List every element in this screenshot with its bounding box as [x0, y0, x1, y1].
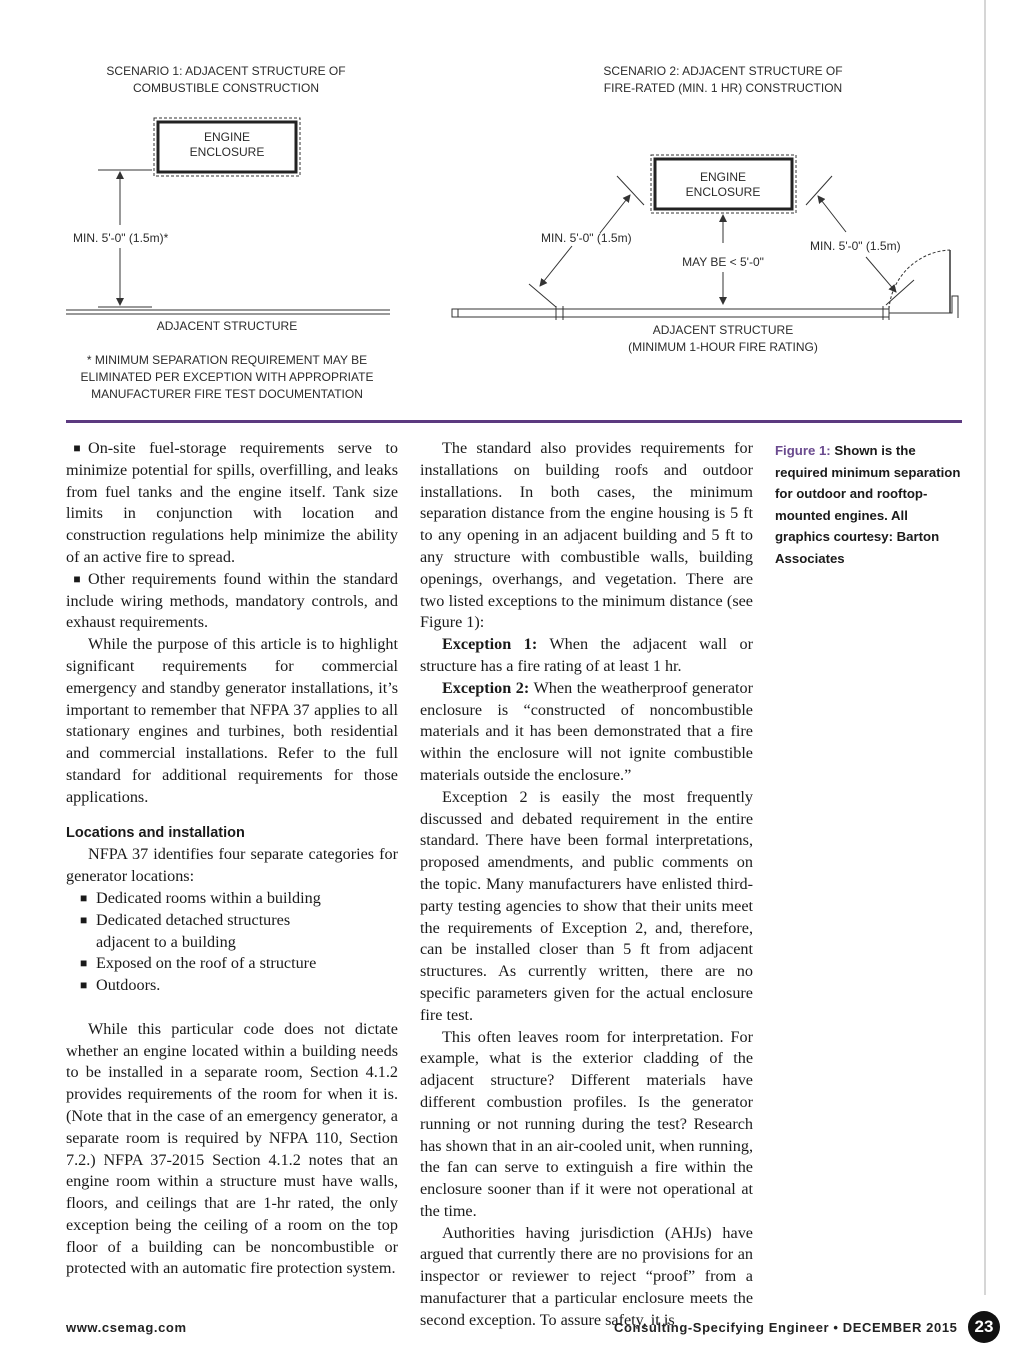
scenario2-right-arrow-up — [818, 196, 846, 232]
bullet-other-requirements: ■ Other requirements found within the standard include wiring methods, mandatory controls, and exhaust requirements. — [66, 569, 398, 632]
scenario2-title-line2: FIRE-RATED (MIN. 1 HR) CONSTRUCTION — [603, 81, 843, 95]
scenario1-structure-label: ADJACENT STRUCTURE — [156, 319, 298, 333]
caption-text: Shown is the required minimum separation for outdoor and rooftop-mounted engines. All graphics courtesy: Barton Associates — [775, 443, 961, 566]
paragraph-ahj: Authorities having jurisdiction (AHJs) have argued that currently there are no provisions for an inspector or reviewer to reject “proof” from a manufacturer that a particular enclosure meets the second exception. To assure safety, it is — [420, 1223, 753, 1329]
paragraph-interpretation: This often leaves room for interpretation. For example, what is the exterior cladding of the adjacent structure? Different materials have different combustion profiles. Is the generator running or not running during the test? Research has shown that in an air-cooled unit, when running, the fan can serve to extinguish a fire within the enclosure sooner than if it were not operational at the time. — [420, 1027, 753, 1220]
scenario2-box-line1: ENGINE — [699, 170, 747, 184]
scenario2-title-line1: SCENARIO 2: ADJACENT STRUCTURE OF — [603, 64, 843, 78]
footer-magazine: Consulting-Specifying Engineer • DECEMBER 2015 — [614, 1320, 958, 1335]
paragraph-exception-2: Exception 2: When the weatherproof generator enclosure is “constructed of noncombustible materials and it has been demonstrated that a fire within the enclosure will not ignite combustible materials outside the enclosure.” — [420, 678, 753, 784]
paragraph-engine-room: While this particular code does not dictate whether an engine located within a building needs to be installed in a separate room, Section 4.1.2 provides requirements of the room for when it is. (Note that in the case of an emergency generator, a separate room is required by NFPA 110, Section 7.2.) NFPA 37-2015 Section 4.1.2 notes that an engine room within a structure must have walls, floors, and ceilings that are 1-hr rated, the only exception being the ceiling of a room on the top floor of a building can be noncombustible or protected with an automatic fire protection system. — [66, 1019, 398, 1278]
scenario1-dim-label: MIN. 5'-0" (1.5m)* — [73, 231, 169, 245]
figure-caption — [775, 440, 965, 569]
figure-divider — [66, 420, 962, 423]
article-column-2 — [420, 438, 753, 1332]
scenario1-box-line1: ENGINE — [203, 130, 251, 144]
scenario1-note-line2: ELIMINATED PER EXCEPTION WITH APPROPRIATE — [80, 370, 374, 384]
scenario1-note-line1: * MINIMUM SEPARATION REQUIREMENT MAY BE — [86, 353, 368, 367]
article-column-1 — [66, 438, 398, 1280]
list-item: ■ Exposed on the roof of a structure — [80, 954, 317, 973]
scenario2-dim-center: MAY BE < 5'-0" — [682, 255, 764, 269]
footer-website: www.csemag.com — [66, 1320, 187, 1335]
locations-list — [66, 888, 398, 997]
scenario2-engine-enclosure — [651, 155, 796, 213]
scenario1-note-line3: MANUFACTURER FIRE TEST DOCUMENTATION — [91, 387, 363, 401]
scenario2-dim-right: MIN. 5'-0" (1.5m) — [810, 239, 901, 253]
scenario2-left-arrow-down — [540, 246, 572, 286]
bullet-fuel-storage: ■ On-site fuel-storage requirements serve to minimize potential for spills, overfilling, and leaks from fuel tanks and the engine itself. Tank size limits in conjunction with location and construction regulations help minimize the ability of an active fire to spread. — [66, 439, 398, 566]
figure-1-diagram — [0, 0, 1024, 420]
scenario1-title-line1: SCENARIO 1: ADJACENT STRUCTURE OF — [106, 64, 346, 78]
page-number: 23 — [968, 1311, 1000, 1343]
scenario1-box-line2: ENCLOSURE — [189, 145, 265, 159]
scenario2-structure-line1: ADJACENT STRUCTURE — [652, 323, 794, 337]
paragraph-purpose: While the purpose of this article is to highlight significant requirements for commercial emergency and standby generator installations, it’s important to remember that NFPA 37 applies to all stationary engines and turbines, both residential and commercial installations. Refer to the full standard for additional requirements for those applications. — [66, 635, 398, 806]
section-heading: Locations and installation — [66, 824, 245, 841]
paragraph-debated: Exception 2 is easily the most frequently discussed and debated requirement in the entire standard. There have been formal interpretations, proposed amendments, and public comments on the topic. Many manufacturers have enlisted third-party testing agencies to show that their units meet the requirements of Exception 2, and, therefore, can be installed closer than 5 ft from adjacent structures. As currently written, there are no specific parameters given for the actual enclosure fire test. — [420, 787, 753, 1024]
scenario1-adjacent-structure — [66, 310, 390, 314]
scenario2-structure-line2: (MINIMUM 1-HOUR FIRE RATING) — [628, 340, 818, 354]
scenario2-right-arrow-down — [866, 257, 896, 292]
list-item: ■ Outdoors. — [80, 976, 161, 995]
paragraph-categories: NFPA 37 identifies four separate categories for generator locations: — [66, 845, 398, 886]
caption-label: Figure 1: — [775, 443, 831, 458]
paragraph-exception-1: Exception 1: When the adjacent wall or structure has a fire rating of at least 1 hr. — [420, 635, 753, 675]
scenario2-dim-left: MIN. 5'-0" (1.5m) — [541, 231, 632, 245]
scenario1-title-line2: COMBUSTIBLE CONSTRUCTION — [132, 81, 320, 95]
scenario2-left-arrow-up — [600, 195, 630, 233]
list-item: ■ Dedicated rooms within a building — [80, 888, 321, 907]
scenario2-box-line2: ENCLOSURE — [685, 185, 761, 199]
list-item: ■ Dedicated detached structures adjacent to a building — [80, 910, 291, 951]
paragraph-roof-installations: The standard also provides requirements for installations on building roofs and outdoor installations. In both cases, the minimum separation distance from the engine housing is 5 ft to any opening in an adjacent building and 5 ft to any structure with combustible walls, building openings, overhangs, and vegetation. There are two listed exceptions to the minimum distance (see Figure 1): — [420, 439, 753, 632]
